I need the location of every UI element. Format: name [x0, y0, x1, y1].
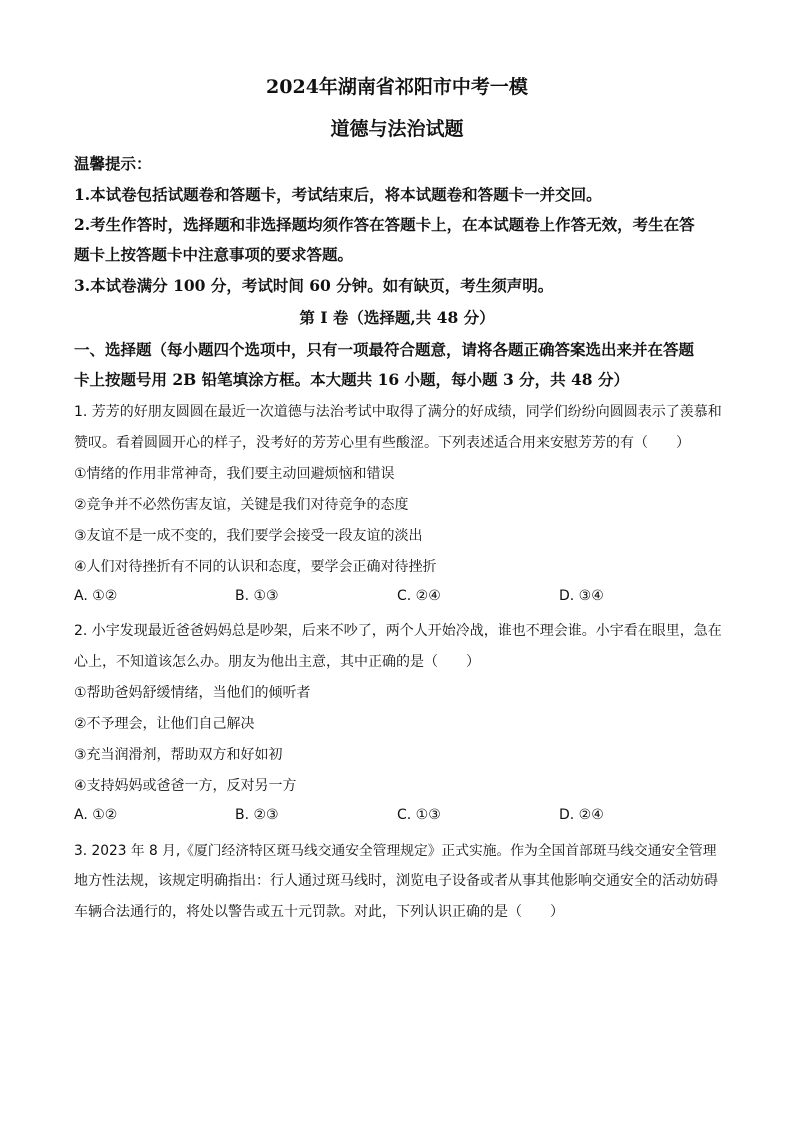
q1-statement-2: ②竞争并不必然伤害友谊，关键是我们对待竞争的态度 [74, 497, 409, 513]
q2-stem-line-1: 2. 小宇发现最近爸爸妈妈总是吵架，后来不吵了，两个人开始冷战，谁也不理会谁。小宇看在眼里，急在 [74, 623, 722, 639]
q2-option-c: C. ①③ [397, 807, 441, 823]
q3-stem-line-3: 车辆合法通行的，将处以警告或五十元罚款。对此，下列认识正确的是（ ） [74, 904, 564, 920]
q1-stem-line-2: 赞叹。看着圆圆开心的样子，没考好的芳芳心里有些酸涩。下列表述适合用来安慰芳芳的有（ ） [74, 435, 690, 451]
q2-statement-2: ②不予理会，让他们自己解决 [74, 716, 255, 732]
q2-option-a: A. ①② [74, 807, 118, 823]
q2-statement-1: ①帮助爸妈舒缓情绪，当他们的倾听者 [74, 685, 311, 701]
exam-title: 2024年湖南省祁阳市中考一模 [266, 76, 528, 98]
q1-statement-3: ③友谊不是一成不变的，我们要学会接受一段友谊的淡出 [74, 528, 423, 544]
q1-option-b: B. ①③ [235, 588, 279, 604]
q3-stem-line-2: 地方性法规，该规定明确指出：行人通过斑马线时，浏览电子设备或者从事其他影响交通安全的活动妨碍 [74, 873, 718, 889]
q2-statement-4: ④支持妈妈或爸爸一方，反对另一方 [74, 778, 297, 794]
notice-item-2-line-1: 2.考生作答时，选择题和非选择题均须作答在答题卡上，在本试题卷上作答无效，考生在答 [74, 215, 695, 234]
q1-stem-line-1: 1. 芳芳的好朋友圆圆在最近一次道德与法治考试中取得了满分的好成绩，同学们纷纷向圆圆表示了羡慕和 [74, 404, 722, 420]
q1-option-c: C. ②④ [397, 588, 441, 604]
section-instruction-line-1: 一、选择题（每小题四个选项中，只有一项最符合题意，请将各题正确答案选出来并在答题 [74, 340, 695, 359]
q1-option-d: D. ③④ [559, 588, 604, 604]
notice-item-2-line-2: 题卡上按答题卡中注意事项的要求答题。 [74, 245, 354, 264]
q1-statement-4: ④人们对待挫折有不同的认识和态度，要学会正确对待挫折 [74, 559, 437, 575]
q3-stem-line-1: 3. 2023 年 8 月,《厦门经济特区斑马线交通安全管理规定》正式实施。作为全国首部斑马线交通安全管理 [74, 843, 717, 859]
notice-item-3: 3.本试卷满分 100 分，考试时间 60 分钟。如有缺页，考生须声明。 [74, 276, 554, 295]
section-title: 第 I 卷（选择题,共 48 分） [299, 308, 495, 327]
q2-option-d: D. ②④ [559, 807, 604, 823]
q2-option-b: B. ②③ [235, 807, 279, 823]
section-instruction-line-2: 卡上按题号用 2B 铅笔填涂方框。本大题共 16 小题，每小题 3 分，共 48 分） [74, 370, 629, 389]
q1-statement-1: ①情绪的作用非常神奇，我们要主动回避烦恼和错误 [74, 466, 395, 482]
notice-item-1: 1.本试卷包括试题卷和答题卡，考试结束后，将本试题卷和答题卡一并交回。 [74, 185, 602, 204]
q2-statement-3: ③充当润滑剂，帮助双方和好如初 [74, 747, 283, 763]
notice-heading: 温馨提示： [74, 154, 152, 173]
q2-stem-line-2: 心上，不知道该怎么办。朋友为他出主意，其中正确的是（ ） [74, 654, 480, 670]
exam-subtitle: 道德与法治试题 [330, 118, 464, 140]
q1-option-a: A. ①② [74, 588, 118, 604]
